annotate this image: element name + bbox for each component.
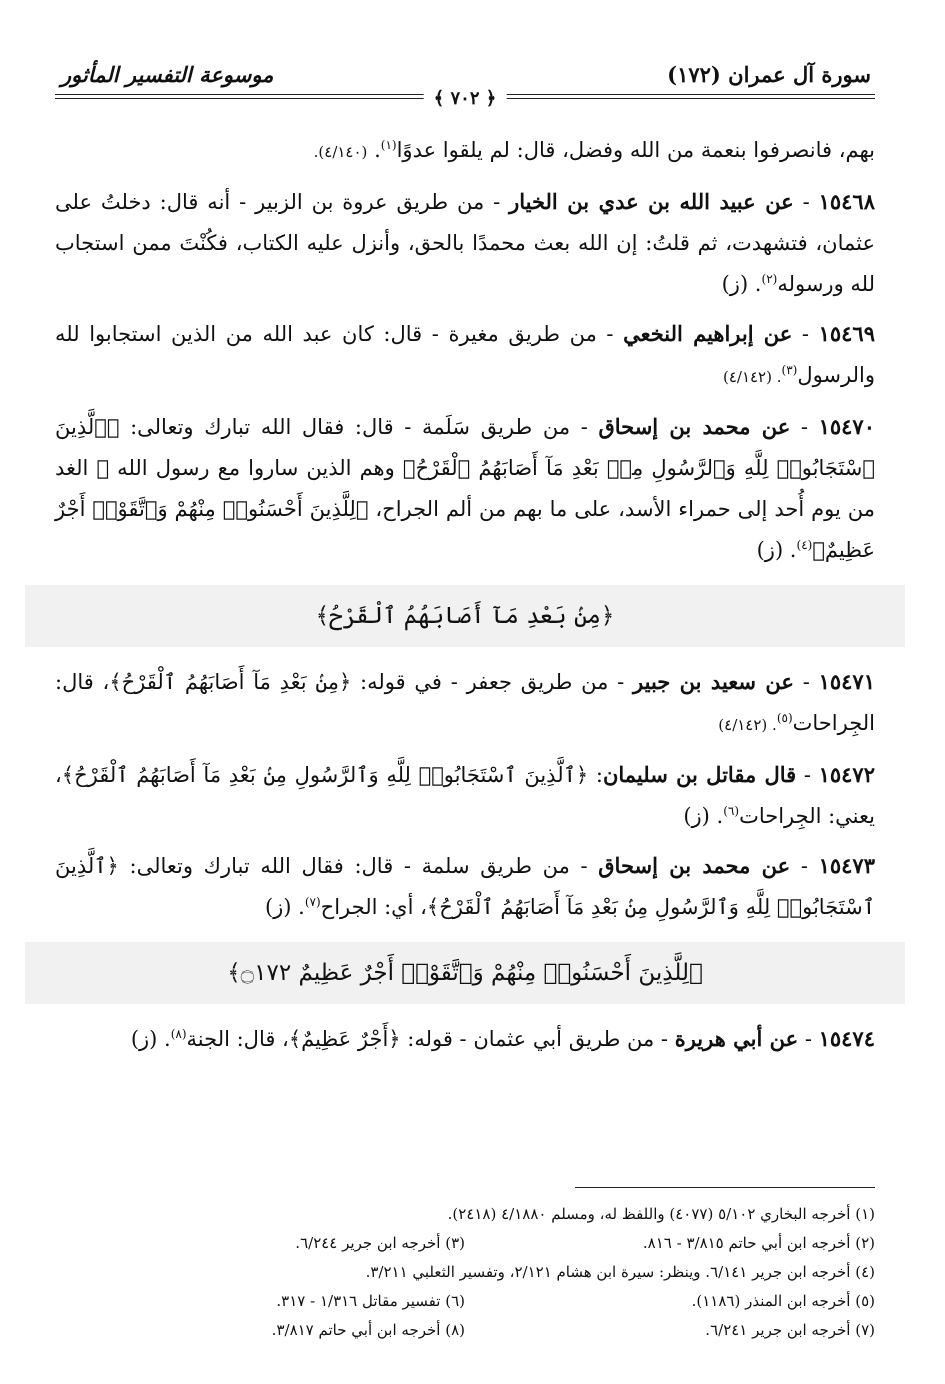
footnote-marker: (٤) [796, 538, 813, 552]
narrator-name: قال مقاتل بن سليمان [602, 762, 797, 787]
paragraph-text: - من طريق عروة بن الزبير - أنه قال: دخلتُ على عثمان، فتشهدت، ثم قلتُ: إن الله بعث محمدًا بالحق، وأنزل عليه الكتاب، فكُنْتَ ممن استجاب لله ورسوله [55, 190, 875, 296]
narration-15470: ١٥٤٧٠ - عن محمد بن إسحاق - من طريق سَلَمة - قال: فقال الله تبارك وتعالى: ﴿ٱلَّذِينَ ٱسْتَجَابُوا۟ لِلَّهِ وَٱلرَّسُولِ مِنۢ بَعْدِ مَآ أَصَابَهُمُ ٱلْقَرْحُ﴾ وهم الذين ساروا مع رسول الله ﷺ الغد من يوم أُحد إلى حمراء الأسد، على ما بهم من ألم الجراح، ﴿لِلَّذِينَ أَحْسَنُوا۟ مِنْهُمْ وَٱتَّقَوْا۟ أَجْرٌ عَظِيمٌ﴾$^{(٤)}$. (ز) [55, 414, 875, 562]
volume-reference: (٤/١٤٠). [313, 143, 368, 161]
text-paragraph-continuation: بهم، فانصرفوا بنعمة من الله وفضل، قال: لم يلقوا عدوًا$^{(١)}$. (٤/١٤٠). [313, 138, 875, 162]
footnote-marker: (١) [380, 138, 397, 152]
footnote-8: (٨) أخرجه ابن أبي حاتم ٣/٨١٧. [271, 1321, 465, 1339]
paragraph-text: - من طريق سَلَمة - قال: فقال الله تبارك وتعالى: ﴿ٱلَّذِينَ ٱسْتَجَابُوا۟ لِلَّهِ وَٱلرَّسُولِ مِنۢ بَعْدِ مَآ أَصَابَهُمُ ٱلْقَرْحُ﴾ وهم الذين ساروا مع رسول الله ﷺ الغد من يوم أُحد إلى حمراء الأسد، على ما بهم من ألم الجراح، ﴿لِلَّذِينَ أَحْسَنُوا۟ مِنْهُمْ وَٱتَّقَوْا۟ أَجْرٌ عَظِيمٌ﴾ [55, 415, 875, 562]
footnote-2: (٢) أخرجه ابن أبي حاتم ٣/٨١٥ - ٨١٦. [642, 1234, 875, 1252]
narrator-name: عن سعيد بن جبير [633, 669, 794, 694]
paragraph-text: بهم، فانصرفوا بنعمة من الله وفضل، قال: لم يلقوا عدوًا [396, 138, 875, 162]
footnote-rule [575, 1187, 875, 1188]
footnote-5: (٥) أخرجه ابن المنذر (١١٨٦). [691, 1292, 875, 1310]
narration-number: ١٥٤٧١ [818, 669, 875, 694]
footnote-marker: (٥) [776, 711, 793, 725]
footnote-4: (٤) أخرجه ابن جرير ٦/١٤١. وينظر: سيرة ابن هشام ٢/١٢١، وتفسير الثعلبي ٣/٢١١. [365, 1263, 875, 1281]
narration-number: ١٥٤٦٩ [818, 321, 875, 346]
narration-15468: ١٥٤٦٨ - عن عبيد الله بن عدي بن الخيار - من طريق عروة بن الزبير - أنه قال: دخلتُ على عثمان، فتشهدت، ثم قلتُ: إن الله بعث محمدًا بالحق، وأنزل عليه الكتاب، فكُنْتَ ممن استجاب لله ورسوله$^{(٢)}$. (ز) [55, 189, 875, 296]
narrator-name: عن محمد بن إسحاق [598, 853, 791, 878]
footnote-1: (١) أخرجه البخاري ٥/١٠٢ (٤٠٧٧) واللفظ له، ومسلم ٤/١٨٨٠ (٢٤١٨). [447, 1205, 875, 1223]
narrator-name: عن محمد بن إسحاق [598, 414, 791, 439]
page-number: ﴿ ٧٠٢ ﴾ [424, 88, 507, 109]
paragraph-text: - من طريق جعفر - في قوله: ﴿مِنۢ بَعْدِ مَآ أَصَابَهُمُ ٱلْقَرْحُ﴾، قال: الجِراحات [55, 670, 875, 735]
narrator-name: عن إبراهيم النخعي [623, 321, 793, 346]
volume-reference: . (٤/١٤٢) [722, 368, 782, 386]
source-code: . (ز) [756, 538, 797, 562]
narration-15474: ١٥٤٧٤ - عن أبي هريرة - من طريق أبي عثمان - قوله: ﴿أَجْرٌ عَظِيمٌ﴾، قال: الجنة$^{(٨)}$. (ز) [130, 1026, 875, 1051]
narrator-name: عن عبيد الله بن عدي بن الخيار [509, 189, 794, 214]
series-title: موسوعة التفسير المأثور [61, 62, 274, 87]
narration-number: ١٥٤٦٨ [818, 189, 875, 214]
narration-number: ١٥٤٧٤ [818, 1026, 875, 1051]
paragraph-text: - من طريق مغيرة - قال: كان عبد الله من الذين استجابوا لله والرسول [55, 322, 875, 387]
paragraph-text: - من طريق أبي عثمان - قوله: ﴿أَجْرٌ عَظِيمٌ﴾، قال: الجنة [186, 1027, 669, 1051]
narration-number: ١٥٤٧٠ [818, 414, 875, 439]
volume-reference: . (٤/١٤٢) [718, 716, 777, 734]
narration-number: ١٥٤٧٣ [818, 853, 875, 878]
verse-heading-band: ﴿مِنۢ بَعْدِ مَآ أَصَابَهُمُ ٱلْقَرْحُ﴾ [25, 585, 905, 647]
narrator-name: عن أبي هريرة [674, 1026, 799, 1051]
main-text [55, 130, 875, 1068]
source-code: . (ز) [683, 804, 724, 828]
footnotes [55, 1200, 875, 1345]
source-code: . (ز) [264, 895, 305, 919]
footnote-marker: (٦) [723, 804, 740, 818]
narration-15472: ١٥٤٧٢ - قال مقاتل بن سليمان: ﴿ٱلَّذِينَ ٱسْتَجَابُوا۟ لِلَّهِ وَٱلرَّسُولِ مِنۢ بَعْدِ مَآ أَصَابَهُمُ ٱلْقَرْحُ﴾، يعني: الجِراحات$^{(٦)}$. (ز) [55, 762, 875, 828]
narration-15473: ١٥٤٧٣ - عن محمد بن إسحاق - من طريق سلمة - قال: فقال الله تبارك وتعالى: ﴿ٱلَّذِينَ ٱسْتَجَابُوا۟ لِلَّهِ وَٱلرَّسُولِ مِنۢ بَعْدِ مَآ أَصَابَهُمُ ٱلْقَرْحُ﴾، أي: الجراح$^{(٧)}$. (ز) [55, 853, 875, 919]
narration-number: ١٥٤٧٢ [818, 762, 875, 787]
surah-title: سورة آل عمران (١٧٢) [667, 62, 871, 87]
footnote-3: (٣) أخرجه ابن جرير ٦/٢٤٤. [295, 1234, 465, 1252]
paragraph-text: - من طريق سلمة - قال: فقال الله تبارك وتعالى: ﴿ٱلَّذِينَ ٱسْتَجَابُوا۟ لِلَّهِ وَٱلرَّسُولِ مِنۢ بَعْدِ مَآ أَصَابَهُمُ ٱلْقَرْحُ﴾، أي: الجراح [55, 854, 875, 919]
paragraph-text: : ﴿ٱلَّذِينَ ٱسْتَجَابُوا۟ لِلَّهِ وَٱلرَّسُولِ مِنۢ بَعْدِ مَآ أَصَابَهُمُ ٱلْقَرْحُ﴾، يعني: الجِراحات [55, 763, 875, 828]
verse-heading-band: ﴿لِلَّذِينَ أَحْسَنُوا۟ مِنْهُمْ وَٱتَّقَوْا۟ أَجْرٌ عَظِيمٌ ۝١٧٢﴾ [25, 942, 905, 1004]
narration-15469: ١٥٤٦٩ - عن إبراهيم النخعي - من طريق مغيرة - قال: كان عبد الله من الذين استجابوا لله والرسول$^{(٣)}$. (٤/١٤٢) [55, 321, 875, 387]
source-code: . (ز) [130, 1027, 171, 1051]
footnote-marker: (٨) [170, 1027, 187, 1041]
narration-15471: ١٥٤٧١ - عن سعيد بن جبير - من طريق جعفر - في قوله: ﴿مِنۢ بَعْدِ مَآ أَصَابَهُمُ ٱلْقَرْحُ﴾، قال: الجِراحات$^{(٥)}$. (٤/١٤٢) [55, 669, 875, 735]
source-code: . (ز) [721, 272, 762, 296]
footnote-7: (٧) أخرجه ابن جرير ٦/٢٤١. [705, 1321, 875, 1339]
page-number-bar [55, 90, 875, 108]
footnote-6: (٦) تفسير مقاتل ١/٣١٦ - ٣١٧. [276, 1292, 465, 1310]
page [55, 50, 875, 1350]
footnote-marker: (٢) [761, 272, 778, 286]
footnote-marker: (٧) [304, 895, 321, 909]
footnote-marker: (٣) [781, 363, 798, 377]
